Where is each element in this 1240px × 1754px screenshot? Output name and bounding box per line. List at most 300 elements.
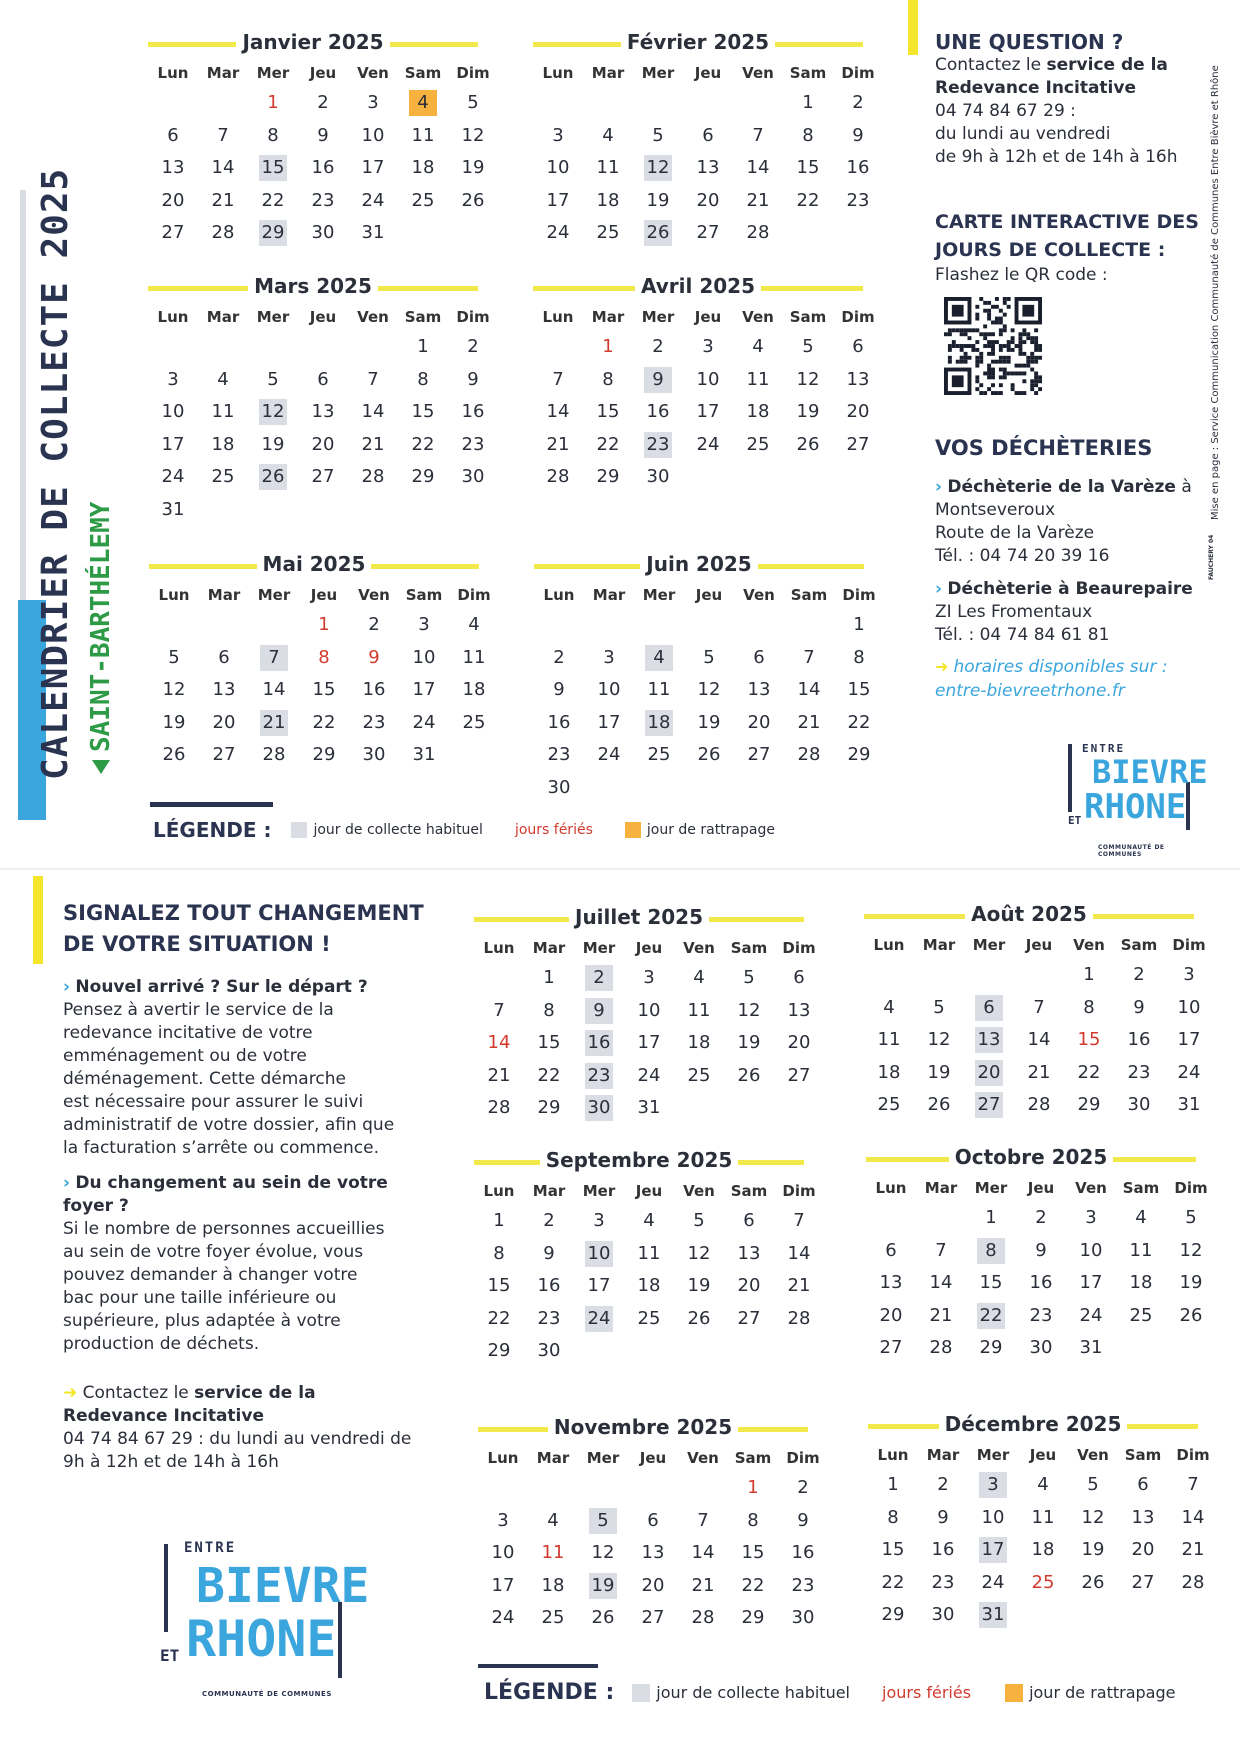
decheteries-title: VOS DÉCHÈTERIES: [935, 436, 1153, 460]
day-cell: 20: [879, 1304, 903, 1326]
day-cell: 19: [796, 401, 820, 422]
month-header: [868, 1412, 1198, 1442]
day-cell: 25: [1129, 1304, 1153, 1326]
day-cell: 16: [791, 1542, 815, 1563]
day-cell: 12: [737, 999, 761, 1021]
month-title: Août 2025: [965, 902, 1093, 926]
day-cell: 11: [211, 401, 235, 422]
day-cell: 28: [746, 222, 770, 243]
week-row: [534, 772, 864, 805]
day-cell: 8: [853, 646, 865, 668]
week-row: [474, 1238, 811, 1271]
day-cell: [409, 220, 437, 246]
day-cell: 10: [161, 401, 185, 422]
day-cell: 4: [1135, 1207, 1147, 1228]
day-cell: [1179, 1602, 1207, 1628]
day-cell: 30: [646, 466, 670, 487]
day-cell: 16: [1127, 1029, 1151, 1050]
day-cell: 25: [411, 189, 435, 211]
day-cell: 13: [787, 999, 811, 1021]
day-cell: 22: [977, 1303, 1005, 1329]
week-row: [534, 609, 864, 642]
day-cell: 8: [267, 124, 279, 146]
day-cell: 22: [411, 433, 435, 455]
day-cell: 24: [361, 189, 385, 211]
signal-paragraph-1: [63, 999, 443, 1160]
day-cell: [1025, 962, 1053, 988]
day-cell: 4: [752, 336, 764, 357]
day-cell: 15: [741, 1542, 765, 1563]
day-cell: [594, 90, 622, 116]
day-cell: 25: [647, 744, 671, 765]
weekday-label: Mar: [207, 586, 241, 604]
day-cell: 1: [267, 92, 279, 113]
week-row: [478, 1537, 815, 1570]
day-cell: 13: [311, 401, 335, 422]
day-cell: 24: [546, 222, 570, 243]
day-cell: 14: [211, 157, 235, 178]
day-cell: [1127, 1335, 1155, 1361]
day-cell: 29: [312, 744, 336, 765]
weekday-label: Dim: [842, 586, 876, 604]
day-cell: [485, 965, 513, 991]
day-cell: 9: [368, 646, 380, 668]
day-cell: 2: [467, 336, 479, 357]
day-cell: 15: [881, 1539, 905, 1560]
day-cell: 10: [981, 1506, 1005, 1528]
day-cell: 24: [696, 433, 720, 455]
contact-service: service de la: [194, 1383, 316, 1403]
day-cell: 23: [644, 432, 672, 458]
weekday-label: Dim: [1174, 1179, 1208, 1197]
day-cell: 2: [553, 646, 565, 668]
month-title: Juin 2025: [640, 552, 757, 576]
day-cell: 5: [693, 1210, 705, 1231]
day-cell: 11: [411, 124, 435, 146]
day-cell: 7: [1033, 996, 1045, 1018]
weekday-label: Dim: [841, 308, 875, 326]
weekday-label: Mer: [972, 936, 1006, 954]
day-cell: 1: [747, 1477, 759, 1498]
day-cell: 11: [541, 1542, 565, 1563]
day-cell: 5: [802, 336, 814, 357]
day-cell: 28: [361, 466, 385, 487]
week-row: [149, 642, 486, 675]
legend-holiday: jours fériés: [514, 822, 593, 838]
weekday-label: Lun: [877, 1446, 909, 1464]
day-cell: 19: [1081, 1539, 1105, 1560]
day-cell: 3: [593, 1210, 605, 1231]
week-row: [474, 995, 811, 1028]
qr-code-icon[interactable]: [944, 297, 1042, 395]
day-cell: 7: [260, 645, 288, 671]
day-cell: 28: [546, 466, 570, 487]
month-title: Novembre 2025: [548, 1415, 738, 1439]
day-cell: 26: [737, 1064, 761, 1086]
day-cell: [844, 464, 872, 490]
day-cell: 25: [637, 1307, 661, 1329]
paragraph-line: pouvez demander à changer votre: [63, 1265, 358, 1285]
day-cell: 28: [929, 1337, 953, 1358]
day-cell: 4: [693, 967, 705, 988]
day-cell: [585, 1338, 613, 1364]
day-cell: 28: [691, 1607, 715, 1628]
day-cell: 22: [261, 189, 285, 211]
paragraph-line: bac pour une taille inférieure ou: [63, 1288, 337, 1308]
day-cell: 23: [311, 189, 335, 211]
day-cell: [695, 612, 723, 638]
day-cell: 15: [1077, 1029, 1101, 1050]
week-row: [148, 217, 478, 250]
day-cell: 1: [1083, 964, 1095, 985]
day-cell: 17: [361, 157, 385, 178]
day-cell: [785, 1095, 813, 1121]
day-cell: 20: [737, 1275, 761, 1296]
day-cell: [644, 90, 672, 116]
weekday-label: Mer: [257, 586, 291, 604]
legend-label: LÉGENDE :: [153, 818, 272, 842]
day-cell: [685, 1095, 713, 1121]
day-cell: 2: [937, 1474, 949, 1495]
day-cell: 8: [493, 1242, 505, 1264]
day-cell: 16: [931, 1539, 955, 1560]
month-header: [148, 30, 478, 60]
day-cell: 27: [641, 1607, 665, 1628]
day-cell: [544, 90, 572, 116]
day-cell: 1: [602, 336, 614, 357]
horaires-link-label: horaires disponibles sur :: [953, 657, 1168, 677]
day-cell: 10: [361, 124, 385, 146]
day-cell: 1: [417, 336, 429, 357]
day-cell: 25: [211, 466, 235, 487]
question-block: [935, 30, 1205, 169]
day-cell: [209, 334, 237, 360]
day-cell: 23: [362, 711, 386, 733]
day-cell: 18: [645, 710, 673, 736]
day-cell: 18: [687, 1032, 711, 1053]
day-cell: 1: [493, 1210, 505, 1231]
day-cell: 25: [1031, 1571, 1055, 1593]
day-cell: 3: [418, 614, 430, 635]
day-cell: 25: [596, 222, 620, 243]
day-cell: 3: [167, 368, 179, 390]
week-row: [864, 1024, 1201, 1057]
day-cell: 22: [537, 1064, 561, 1086]
day-cell: 29: [1077, 1094, 1101, 1115]
month-title: Mars 2025: [248, 274, 378, 298]
weekday-label: Mer: [256, 308, 290, 326]
day-cell: 17: [412, 679, 436, 700]
day-cell: 21: [260, 710, 288, 736]
weekday-label: Dim: [456, 64, 490, 82]
day-cell: 18: [462, 679, 486, 700]
arrow-right-icon: ➜: [63, 1383, 78, 1403]
weekday-label: Ven: [1075, 1179, 1107, 1197]
day-cell: [259, 334, 287, 360]
day-cell: 29: [537, 1097, 561, 1118]
week-row: [149, 609, 479, 642]
day-cell: 11: [1129, 1239, 1153, 1261]
layout-credit: Mise en page : Service Communication Communauté de Communes Entre Bièvre et Rhône: [1210, 65, 1221, 520]
day-cell: 6: [317, 368, 329, 390]
paragraph-line: production de déchets.: [63, 1334, 260, 1354]
day-cell: 8: [417, 368, 429, 390]
week-row: [868, 1502, 1205, 1535]
month-mars: [148, 274, 490, 526]
weekday-label: Ven: [683, 939, 715, 957]
paragraph-line: administratif de votre dossier, afin que: [63, 1115, 395, 1135]
weekday-label: Sam: [404, 308, 442, 326]
day-cell: 17: [597, 711, 621, 733]
day-cell: 23: [846, 189, 870, 211]
day-cell: 9: [937, 1506, 949, 1528]
day-cell: 18: [541, 1574, 565, 1596]
carte-subtitle: Flashez le QR code :: [935, 265, 1108, 285]
weekday-label: Mar: [922, 936, 956, 954]
day-cell: 28: [797, 744, 821, 765]
day-cell: 15: [411, 401, 435, 422]
month-janvier: [148, 30, 490, 250]
day-cell: 2: [317, 92, 329, 113]
day-cell: 3: [367, 92, 379, 113]
day-cell: 26: [796, 433, 820, 455]
logo-bievre: BIEVRE: [196, 1558, 370, 1614]
day-cell: 27: [311, 466, 335, 487]
weekday-label: Ven: [357, 64, 389, 82]
day-cell: 8: [887, 1506, 899, 1528]
day-cell: 19: [1179, 1272, 1203, 1293]
day-cell: 16: [461, 401, 485, 422]
weekday-label: Mar: [532, 939, 566, 957]
day-cell: [795, 775, 823, 801]
day-cell: 11: [637, 1242, 661, 1264]
day-cell: 24: [637, 1064, 661, 1086]
day-cell: 14: [787, 1242, 811, 1264]
day-cell: 24: [412, 711, 436, 733]
day-cell: 17: [1177, 1029, 1201, 1050]
day-cell: 27: [161, 222, 185, 243]
day-cell: 26: [461, 189, 485, 211]
day-cell: 18: [596, 189, 620, 211]
week-row: [533, 87, 863, 120]
day-cell: 28: [211, 222, 235, 243]
day-cell: 12: [591, 1542, 615, 1563]
day-cell: 9: [553, 679, 565, 700]
day-cell: 6: [743, 1210, 755, 1231]
day-cell: [1079, 1602, 1107, 1628]
day-cell: 15: [487, 1275, 511, 1296]
day-cell: 21: [546, 433, 570, 455]
day-cell: [595, 612, 623, 638]
day-cell: 1: [853, 614, 865, 635]
day-cell: 7: [793, 1210, 805, 1231]
day-cell: 2: [652, 336, 664, 357]
chevron-down-icon: [92, 760, 110, 774]
day-cell: 23: [537, 1307, 561, 1329]
paragraph-line: Pensez à avertir le service de la: [63, 1000, 334, 1020]
month-novembre: [478, 1415, 820, 1635]
day-cell: 14: [546, 401, 570, 422]
day-cell: 12: [1081, 1506, 1105, 1528]
day-cell: [1129, 1602, 1157, 1628]
weekday-label: Sam: [789, 64, 827, 82]
day-cell: 14: [797, 679, 821, 700]
day-cell: [645, 775, 673, 801]
week-row: [148, 494, 478, 527]
day-cell: 4: [1037, 1474, 1049, 1495]
day-cell: 14: [361, 401, 385, 422]
week-row: [478, 1570, 815, 1603]
day-cell: 15: [596, 401, 620, 422]
day-cell: 21: [929, 1304, 953, 1326]
weekday-label: Sam: [790, 586, 828, 604]
day-cell: 30: [1029, 1337, 1053, 1358]
weekday-label: Lun: [158, 586, 190, 604]
day-cell: 19: [162, 711, 186, 733]
horaires-link[interactable]: entre-bievreetrhone.fr: [935, 681, 1125, 701]
day-cell: [745, 775, 773, 801]
signal-question-1: Nouvel arrivé ? Sur le départ ?: [75, 977, 368, 997]
day-cell: [210, 612, 238, 638]
day-cell: 30: [585, 1095, 613, 1121]
week-row: [478, 1472, 808, 1505]
week-row: [474, 962, 804, 995]
day-cell: 5: [652, 124, 664, 146]
weekday-label: Sam: [1122, 1179, 1160, 1197]
day-cell: 30: [1127, 1094, 1151, 1115]
logo-entre: ENTRE: [1082, 742, 1126, 755]
carte-block: [935, 208, 1205, 287]
day-cell: 9: [467, 368, 479, 390]
day-cell: 17: [546, 189, 570, 211]
day-cell: [875, 962, 903, 988]
day-cell: 20: [846, 401, 870, 422]
day-cell: 5: [589, 1508, 617, 1534]
day-cell: [539, 1475, 567, 1501]
day-cell: 6: [885, 1239, 897, 1261]
day-cell: 10: [637, 999, 661, 1021]
day-cell: 9: [1035, 1239, 1047, 1261]
day-cell: 31: [161, 498, 185, 520]
day-cell: 28: [787, 1307, 811, 1329]
signal-block: [63, 898, 443, 1474]
chevron-right-icon: ›: [935, 477, 943, 497]
month-header: [149, 552, 479, 582]
day-cell: 10: [696, 368, 720, 390]
day-cell: 31: [412, 744, 436, 765]
weekday-label: Dim: [782, 1182, 816, 1200]
week-row: [149, 674, 486, 707]
day-cell: [544, 334, 572, 360]
day-cell: 21: [1181, 1539, 1205, 1560]
day-cell: 2: [852, 92, 864, 113]
decheterie-2-phone: Tél. : 04 74 84 61 81: [935, 625, 1110, 645]
day-cell: 24: [161, 466, 185, 487]
day-cell: 21: [787, 1275, 811, 1296]
weekday-label: Ven: [687, 1449, 719, 1467]
day-cell: 2: [797, 1477, 809, 1498]
weekday-label: Jeu: [1027, 1179, 1055, 1197]
weekday-label: Lun: [873, 936, 905, 954]
month-mai: [149, 552, 491, 772]
day-cell: 31: [361, 222, 385, 243]
day-cell: 8: [1083, 996, 1095, 1018]
week-row: [474, 1027, 811, 1060]
day-cell: 5: [1087, 1474, 1099, 1495]
day-cell: 15: [796, 157, 820, 178]
month-title: Janvier 2025: [236, 30, 389, 54]
week-row: [533, 461, 863, 494]
day-cell: 10: [546, 157, 570, 178]
weekday-label: Lun: [483, 939, 515, 957]
day-cell: [545, 612, 573, 638]
day-cell: 27: [737, 1307, 761, 1329]
day-cell: 6: [753, 646, 765, 668]
day-cell: 19: [737, 1032, 761, 1053]
day-cell: 30: [311, 222, 335, 243]
day-cell: 22: [1077, 1061, 1101, 1083]
day-cell: [160, 612, 188, 638]
week-row: [864, 1057, 1201, 1090]
day-cell: 20: [161, 189, 185, 211]
week-row: [533, 217, 863, 250]
weekday-label: Mar: [536, 1449, 570, 1467]
day-cell: 4: [643, 1210, 655, 1231]
day-cell: 11: [596, 157, 620, 178]
week-row: [866, 1267, 1203, 1300]
month-header: [148, 274, 478, 304]
day-cell: 20: [1131, 1539, 1155, 1560]
day-cell: 29: [979, 1337, 1003, 1358]
day-cell: 29: [259, 220, 287, 246]
logo-rhone: RHONE: [186, 1610, 337, 1668]
day-cell: 16: [547, 711, 571, 733]
day-cell: 8: [602, 368, 614, 390]
decheterie-1-town: Montseveroux: [935, 500, 1056, 520]
chevron-right-icon: ›: [63, 1173, 71, 1193]
day-cell: 5: [168, 646, 180, 668]
day-cell: 29: [741, 1607, 765, 1628]
day-cell: 13: [161, 157, 185, 178]
weekday-label: Jeu: [694, 64, 722, 82]
day-cell: [595, 775, 623, 801]
day-cell: 10: [1177, 996, 1201, 1018]
day-cell: 17: [696, 401, 720, 422]
weekday-label: Jeu: [1025, 936, 1053, 954]
day-cell: 16: [537, 1275, 561, 1296]
week-row: [534, 674, 871, 707]
month-decembre: [868, 1412, 1210, 1632]
day-cell: [1029, 1602, 1057, 1628]
decheteries-block: [935, 436, 1205, 703]
carte-title-1: CARTE INTERACTIVE DES: [935, 211, 1199, 233]
day-cell: 11: [462, 646, 486, 668]
signal-title-2: DE VOTRE SITUATION !: [63, 932, 331, 956]
week-row: [868, 1534, 1205, 1567]
decheterie-1-name: Déchèterie de la Varèze: [947, 477, 1176, 497]
day-cell: 30: [537, 1340, 561, 1361]
day-cell: 4: [602, 124, 614, 146]
day-cell: 8: [747, 1509, 759, 1531]
weekday-label: Mer: [642, 586, 676, 604]
day-cell: 21: [746, 189, 770, 211]
day-cell: 7: [752, 124, 764, 146]
day-cell: 5: [1185, 1207, 1197, 1228]
day-cell: 23: [1029, 1304, 1053, 1326]
month-title: Septembre 2025: [540, 1148, 739, 1172]
day-cell: [794, 464, 822, 490]
day-cell: [459, 220, 487, 246]
